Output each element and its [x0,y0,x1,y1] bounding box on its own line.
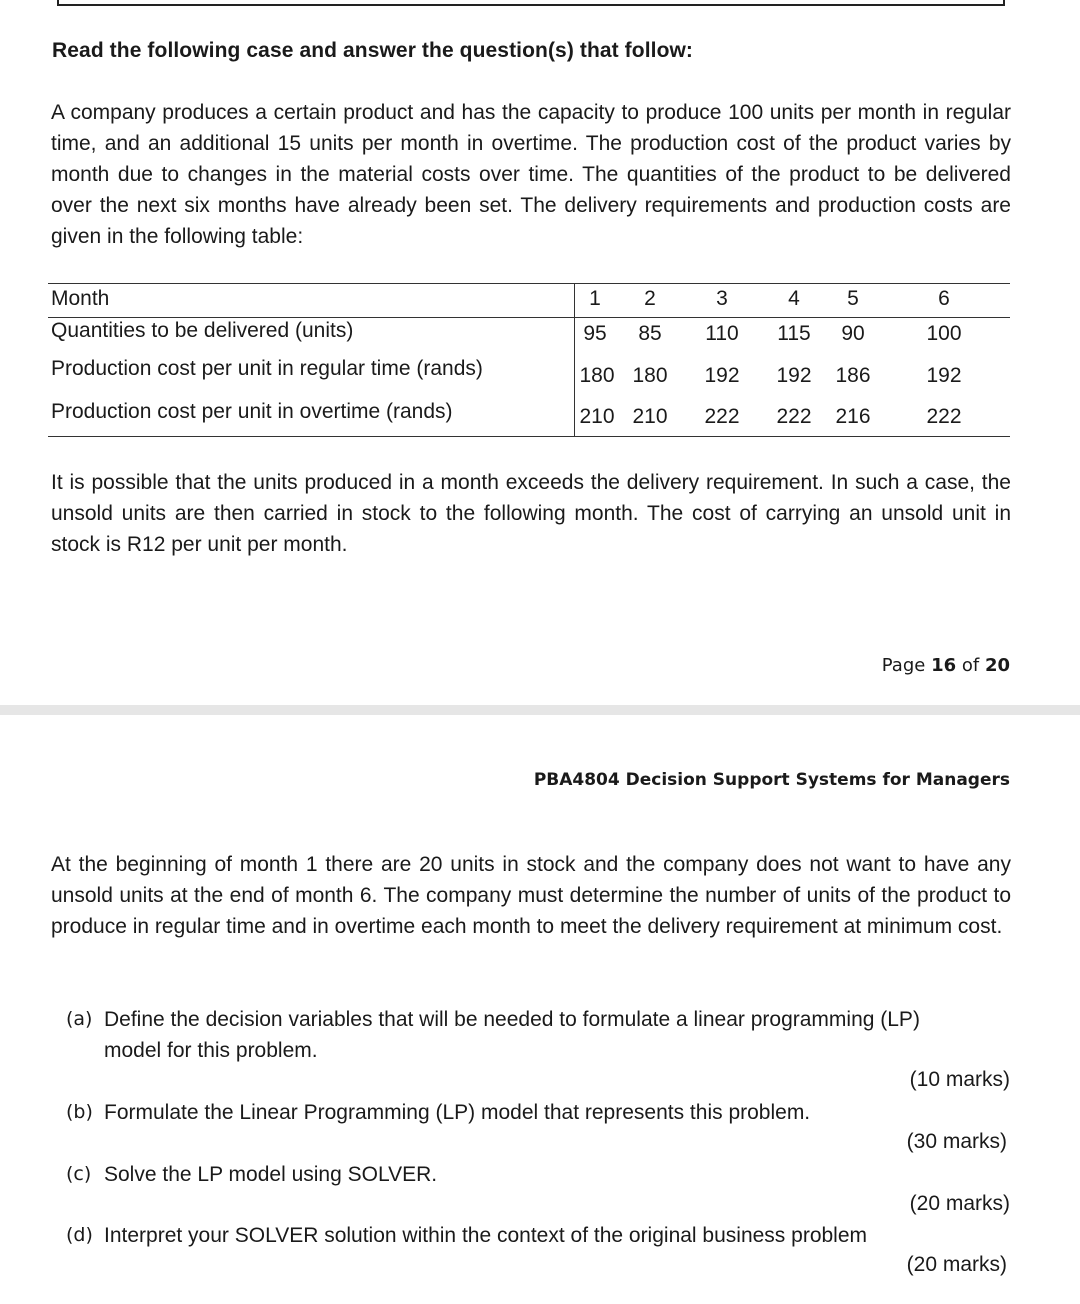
table-cell: 216 [835,405,871,428]
question-b [66,1097,1026,1128]
table-cell: 192 [926,364,962,387]
course-header: PBA4804 Decision Support Systems for Managers [533,770,1010,790]
table-header-rule [48,317,1010,318]
table-cell: 192 [776,364,812,387]
question-letter: (c) [66,1163,92,1185]
row-label-overtime-cost: Production cost per unit in overtime (rands) [51,400,453,423]
question-text-continued: model for this problem. [104,1039,318,1062]
page-number [882,655,1010,676]
question-c [66,1159,1026,1190]
page-current: 16 [931,655,957,676]
marks-d: (20 marks) [906,1253,1007,1276]
month-header: 5 [847,287,859,310]
question-d [66,1220,1026,1251]
table-bottom-rule [48,436,1010,437]
table-cell: 210 [632,405,668,428]
month-header: 3 [716,287,728,310]
table-cell: 100 [926,322,962,345]
table-cell: 222 [704,405,740,428]
row-label-regular-cost: Production cost per unit in regular time (rands) [51,357,483,380]
question-text: Formulate the Linear Programming (LP) model that represents this problem. [104,1101,811,1124]
marks-b: (30 marks) [906,1130,1007,1153]
row-label-quantities: Quantities to be delivered (units) [51,319,354,342]
page-divider [0,705,1080,715]
question-text: Solve the LP model using SOLVER. [104,1163,438,1186]
stock-objective-paragraph: At the beginning of month 1 there are 20 units in stock and the company does not want to have any unsold units at the end of month 6. The company must determine the number of units of the product to produce in regular time and in overtime each month to meet the delivery requirement at minimum cost. [51,853,1011,938]
question-letter: (b) [66,1101,93,1123]
month-header: 2 [644,287,656,310]
month-header: 4 [788,287,800,310]
month-header: 1 [589,287,601,310]
table-vertical-rule [574,283,575,436]
table-cell: 115 [777,322,811,345]
table-cell: 180 [579,364,615,387]
month-header: 6 [938,287,950,310]
table-cell: 95 [583,322,607,345]
page-prefix: Page [881,655,932,676]
carrying-cost-paragraph: It is possible that the units produced in a month exceeds the delivery requirement. In such a case, the unsold units are then carried in stock to the following month. The cost of carrying an unsold unit in stock is R12 per unit per month. [51,471,1011,556]
table-cell: 186 [835,364,871,387]
question-text: Define the decision variables that will be needed to formulate a linear programming (LP) [104,1008,920,1031]
page-of: of [956,655,985,676]
question-a [66,1004,1026,1066]
table-cell: 210 [579,405,615,428]
question-letter: (a) [66,1008,93,1030]
table-cell: 85 [638,322,662,345]
table-top-rule [48,283,1010,284]
table-cell: 192 [704,364,740,387]
table-cell: 90 [841,322,865,345]
case-intro-paragraph: A company produces a certain product and has the capacity to produce 100 units per month in regular time, and an additional 15 units per month in overtime. The production cost of the product varies by month due to changes in the material costs over time. The quantities of the product to be delivered over the next six months have already been set. The delivery requirements and production costs are given in the following table: [51,101,1011,248]
question-letter: (d) [66,1224,93,1246]
table-header-label: Month [51,287,110,310]
table-cell: 110 [705,322,739,345]
marks-a: (10 marks) [909,1068,1010,1091]
question-text: Interpret your SOLVER solution within the context of the original business problem [104,1224,868,1247]
table-cell: 180 [632,364,668,387]
top-frame-border [57,0,1005,6]
table-cell: 222 [776,405,812,428]
marks-c: (20 marks) [909,1192,1010,1215]
delivery-cost-table [48,283,1010,437]
page-total: 20 [984,655,1010,676]
table-cell: 222 [926,405,962,428]
instructions-heading: Read the following case and answer the question(s) that follow: [52,39,694,62]
